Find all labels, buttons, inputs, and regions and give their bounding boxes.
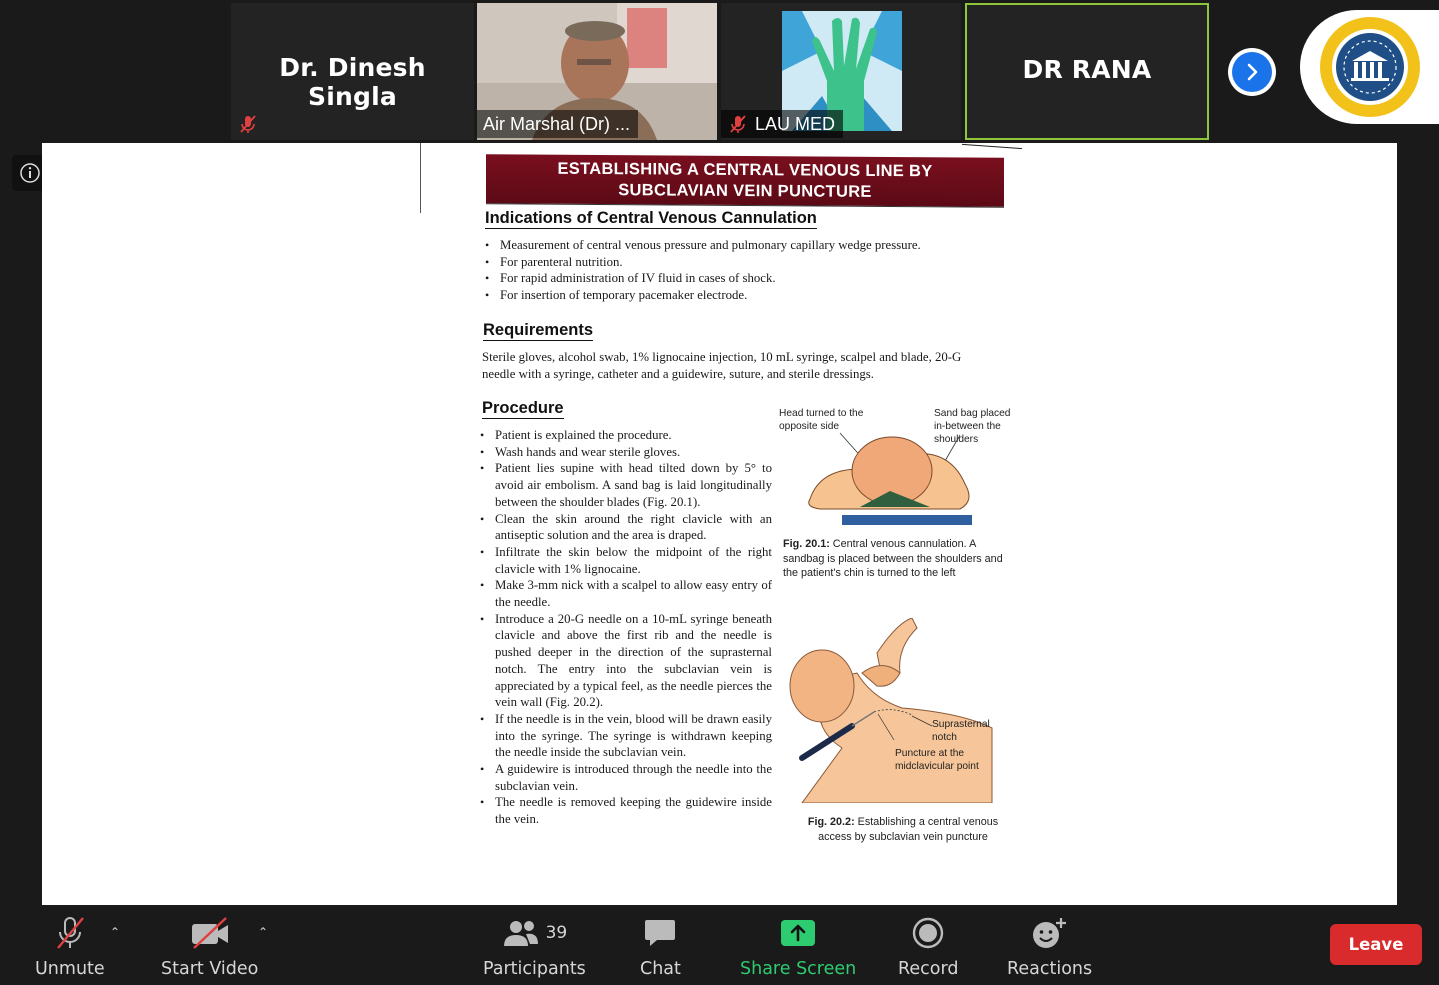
reactions-label: Reactions: [1007, 959, 1093, 979]
caption-text: Central venous cannulation. A: [829, 538, 977, 550]
fig2-label-puncture: [895, 747, 979, 773]
list-item: • Wash hands and wear sterile gloves.: [480, 444, 772, 461]
participant-tile-dinesh[interactable]: [231, 3, 474, 140]
video-off-icon: [190, 916, 230, 950]
caption-line: [798, 815, 1008, 830]
page-edge-line: [420, 143, 421, 213]
participant-label: [721, 110, 843, 138]
caption-line: access by subclavian vein puncture: [818, 830, 988, 843]
meeting-toolbar: [0, 905, 1439, 985]
list-item: • For parenteral nutrition.: [485, 254, 1005, 271]
participants-label: Participants: [483, 959, 586, 979]
document-title-banner: [486, 154, 1004, 208]
record-label: Record: [898, 959, 959, 979]
audio-options-caret[interactable]: ⌃: [110, 925, 121, 939]
caption-line: [783, 537, 1008, 552]
unmute-button[interactable]: [35, 913, 105, 979]
chat-label: Chat: [640, 959, 681, 979]
caption-bold: Fig. 20.1:: [783, 538, 830, 550]
requirements-text: [482, 349, 1012, 382]
start-video-label: Start Video: [161, 959, 259, 979]
procedure-heading: Procedure: [482, 399, 564, 417]
document-title-line1: ESTABLISHING A CENTRAL VENOUS LINE BY: [557, 159, 933, 181]
document-title-line2: SUBCLAVIAN VEIN PUNCTURE: [618, 181, 872, 201]
decor-line: [962, 144, 1022, 149]
requirements-heading: Requirements: [483, 321, 594, 339]
participant-name: Air Marshal (Dr) ...: [483, 114, 631, 134]
fig1-label-line: Sand bag placed: [934, 408, 1011, 419]
record-icon: [912, 917, 944, 949]
chat-button[interactable]: [640, 913, 681, 979]
mic-muted-icon: [237, 113, 259, 135]
reactions-icon: [1031, 916, 1069, 950]
chat-icon: [643, 917, 677, 949]
caption-line: sandbag is placed between the shoulders and: [783, 552, 1003, 565]
procedure-list: [480, 427, 772, 828]
caption-bold: Fig. 20.2:: [807, 816, 855, 828]
participant-label: [477, 110, 638, 138]
leave-button[interactable]: Leave: [1330, 924, 1422, 965]
mic-muted-icon: [727, 113, 749, 135]
requirements-line: needle with a syringe, catheter and a guidewire, suture, and sterile dressings.: [482, 366, 874, 381]
fig2-caption: [798, 815, 1008, 844]
list-item: • A guidewire is introduced through the needle into the subclavian vein.: [480, 761, 772, 794]
list-item: • Infiltrate the skin below the midpoint of the right clavicle with 1% lignocaine.: [480, 544, 772, 577]
participant-name: Dr. Dinesh Singla: [279, 53, 426, 111]
indications-list: [485, 237, 1005, 304]
fig1-caption: [783, 537, 1008, 581]
fig1-label-line: Head turned to the: [779, 408, 864, 419]
list-item: • For rapid administration of IV fluid in cases of shock.: [485, 270, 1005, 287]
next-participants-button[interactable]: [1228, 48, 1276, 96]
fig1-label-line: opposite side: [779, 421, 840, 432]
fig2-label-line: midclavicular point: [895, 761, 979, 772]
fig2-label-notch: [932, 718, 990, 744]
fig2-label-line: Puncture at the: [895, 748, 965, 759]
share-screen-label: Share Screen: [740, 959, 857, 979]
list-item: • Measurement of central venous pressure and pulmonary capillary wedge pressure.: [485, 237, 1005, 254]
participants-button[interactable]: [483, 913, 586, 979]
shared-screen: [42, 143, 1397, 905]
participant-name: DR RANA: [1022, 55, 1152, 84]
caption-text: Establishing a central venous: [854, 816, 999, 828]
participants-icon: [502, 918, 540, 948]
list-item: • Make 3-mm nick with a scalpel to allow easy entry of the needle.: [480, 577, 772, 610]
caption-line: the patient's chin is turned to the left: [783, 567, 956, 579]
list-item: • For insertion of temporary pacemaker electrode.: [485, 287, 1005, 304]
list-item: • Patient lies supine with head tilted down by 5° to avoid air embolism. A sand bag is laid longitudinally between the shoulder blades (Fig. 20.1).: [480, 460, 772, 510]
record-button[interactable]: [898, 913, 958, 979]
university-logo: [1300, 10, 1439, 124]
document-page: [482, 143, 1022, 905]
requirements-line: Sterile gloves, alcohol swab, 1% lignocaine injection, 10 mL syringe, scalpel and blade, 20-G: [482, 350, 962, 364]
start-video-button[interactable]: [161, 913, 258, 979]
share-screen-button[interactable]: [740, 913, 856, 979]
figure-20-1-illustration: [800, 429, 982, 529]
participant-name: LAU MED: [755, 114, 836, 134]
fig1-label-line: shoulders: [934, 434, 979, 445]
video-options-caret[interactable]: ⌃: [258, 925, 269, 939]
participant-label: [231, 110, 267, 138]
share-screen-icon: [780, 918, 816, 948]
list-item: • Patient is explained the procedure.: [480, 427, 772, 444]
participant-tile-lau-med[interactable]: [721, 3, 961, 140]
list-item: • The needle is removed keeping the guidewire inside the vein.: [480, 794, 772, 827]
mic-muted-icon: [53, 915, 87, 951]
participants-count: 39: [545, 923, 568, 943]
participant-tile-dr-rana[interactable]: [965, 3, 1209, 140]
fig2-label-line: Suprasternal: [932, 719, 990, 730]
list-item: • Clean the skin around the right clavicle with an antiseptic solution and the area is draped.: [480, 511, 772, 544]
fig2-label-line: notch: [932, 732, 957, 743]
chevron-right-icon: [1242, 62, 1262, 82]
participant-tile-air-marshal[interactable]: [477, 3, 717, 140]
list-item: • If the needle is in the vein, blood will be drawn easily into the syringe. The syringe is withdrawn keeping the needle inside the subclavian vein.: [480, 711, 772, 761]
list-item: • Introduce a 20-G needle on a 10-mL syringe beneath clavicle and above the first rib and the needle is pushed deeper in the direction of the suprasternal notch. The entry into the subclavian vein is appreciated by a typical feel, as the needle pierces the vein wall (Fig. 20.2).: [480, 611, 772, 711]
indications-heading: Indications of Central Venous Cannulation: [485, 209, 817, 227]
university-seal-icon: [1318, 15, 1422, 119]
fig1-label-line: in-between the: [934, 421, 1001, 432]
info-icon: [19, 162, 41, 184]
unmute-label: Unmute: [35, 959, 105, 979]
reactions-button[interactable]: [1007, 913, 1092, 979]
figure-20-2-illustration: [782, 618, 997, 803]
